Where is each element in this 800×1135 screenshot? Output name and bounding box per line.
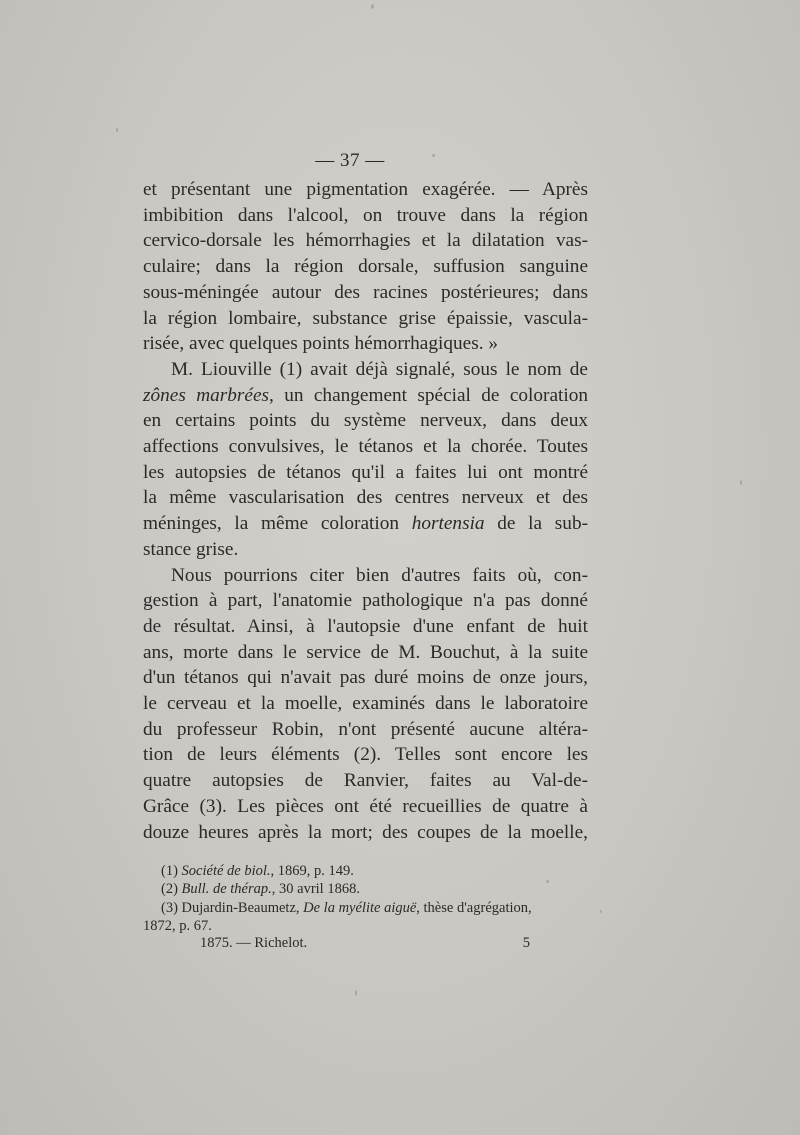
text-line: M. Liouville (1) avait déjà signalé, sous le nom de <box>171 358 588 380</box>
paper-speck <box>600 910 602 913</box>
text-line: les autopsies de tétanos qu'il a faites lui ont montré <box>143 461 588 483</box>
text-line-with-italic: méninges, la même coloration hortensia de la sub- <box>143 513 589 535</box>
paper-speck <box>116 128 118 132</box>
footnote-marker: (2) <box>161 881 178 898</box>
footnote-marker: (3) <box>161 899 178 916</box>
gathering-number: 5 <box>522 935 530 951</box>
signature-mark: 1875. — Richelot. <box>200 935 308 951</box>
text-line: de résultat. Ainsi, à l'autopsie d'une enfant de huit <box>143 615 588 637</box>
footnote-author: Dujardin-Beaumetz, <box>181 899 300 916</box>
text-line: Grâce (3). Les pièces ont été recueillies de quatre à <box>143 795 588 817</box>
footnote-detail: , 30 avril 1868. <box>271 881 360 898</box>
text-line: et présentant une pigmentation exagérée. — Après <box>143 179 588 200</box>
italic-phrase: zônes marbrées <box>143 384 270 406</box>
text-line: la même vascularisation des centres nerveux et des <box>143 487 588 509</box>
italic-phrase: hortensia <box>411 513 485 535</box>
body-text <box>143 177 588 845</box>
text-line: culaire; dans la région dorsale, suffusion sanguine <box>143 256 588 278</box>
paper-speck <box>355 990 357 996</box>
text-line: ans, morte dans le service de M. Bouchut, à la suite <box>143 641 588 663</box>
footnote-3 <box>143 899 588 917</box>
text-line: quatre autopsies de Ranvier, faites au Val-de- <box>143 770 588 792</box>
paper-speck <box>371 4 374 9</box>
text-line: cervico-dorsale les hémorrhagies et la dilatation vas- <box>143 230 588 252</box>
text-line: sous-méningée autour des racines postérieures; dans <box>143 281 588 303</box>
footnote-detail: , 1869, p. 149. <box>270 863 354 879</box>
text-line: affections convulsives, le tétanos et la chorée. Toutes <box>143 436 588 458</box>
text-line: imbibition dans l'alcool, on trouve dans la région <box>143 204 588 226</box>
footnote-detail: , thèse d'agrégation, <box>416 899 532 916</box>
text-line: tion de leurs éléments (2). Telles sont encore les <box>143 744 588 766</box>
text-line: d'un tétanos qui n'avait pas duré moins de onze jours, <box>143 667 588 689</box>
text-line: stance grise. <box>143 538 239 560</box>
text-line: du professeur Robin, n'ont présenté aucune altéra- <box>143 718 588 740</box>
text-line: risée, avec quelques points hémorrhagiques. » <box>143 333 498 355</box>
footnote-source: Bull. de thérap. <box>181 881 272 898</box>
page-number: — 37 — <box>315 150 385 171</box>
text-line: Nous pourrions citer bien d'autres faits où, con- <box>171 564 588 586</box>
text-line: douze heures après la mort; des coupes de la moelle, <box>143 821 588 843</box>
text-line-with-italic: zônes marbrées, un changement spécial de coloration <box>143 384 588 406</box>
footnote-1 <box>143 862 588 880</box>
footnote-source: De la myélite aiguë <box>303 899 417 916</box>
text-line: gestion à part, l'anatomie pathologique n'a pas donné <box>143 590 588 612</box>
printer-signature <box>200 935 530 952</box>
text-line: en certains points du système nerveux, dans deux <box>143 410 588 432</box>
footnote-3-continuation: 1872, p. 67. <box>143 918 212 935</box>
paper-speck <box>740 480 742 485</box>
footnote-2 <box>143 880 588 898</box>
footnote-source: Société de biol. <box>181 863 271 879</box>
footnote-marker: (1) <box>161 863 178 879</box>
text-line: la région lombaire, substance grise épaissie, vascula- <box>143 307 588 329</box>
footnotes <box>143 862 588 936</box>
text-line: le cerveau et la moelle, examinés dans le laboratoire <box>143 693 588 715</box>
